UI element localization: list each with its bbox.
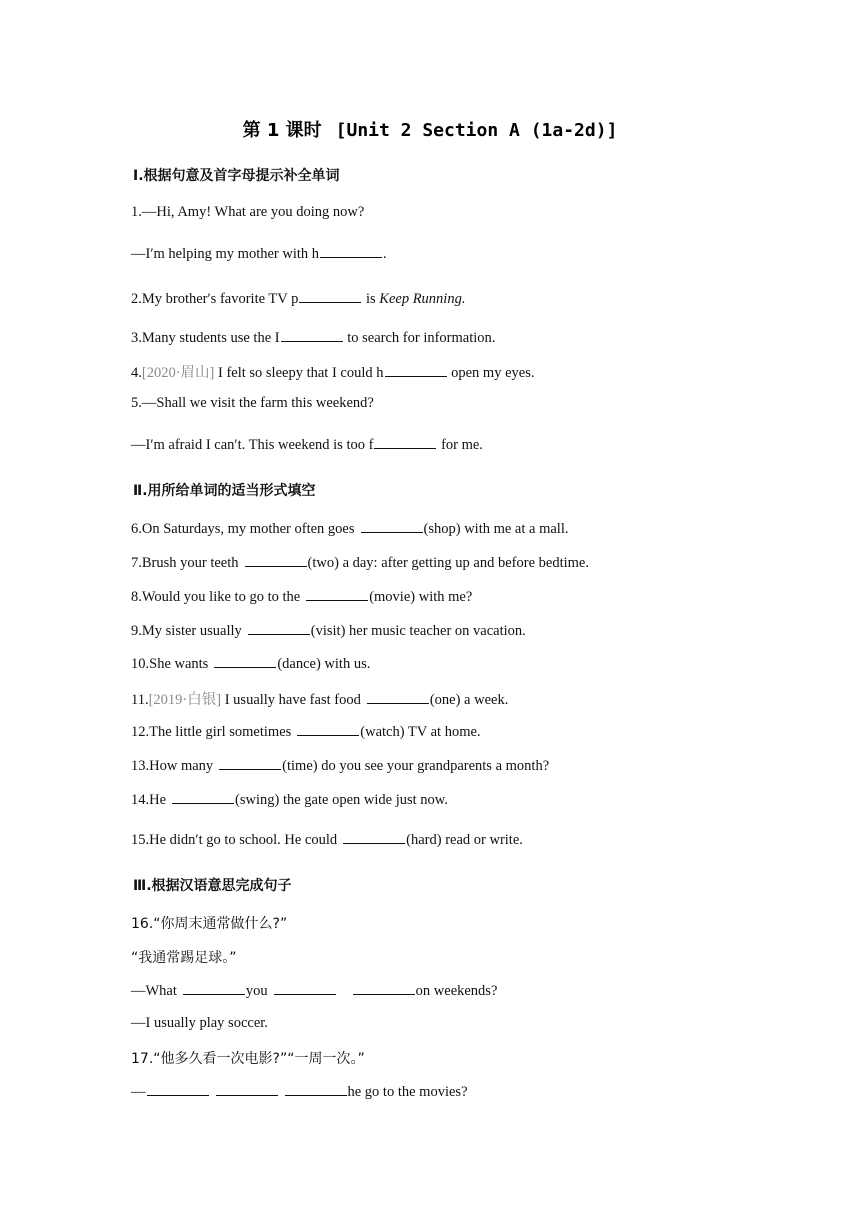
question-5b: —I′m afraid I can′t. This weekend is too f for me. (131, 437, 483, 453)
lesson-label: 第 1 课时 (242, 120, 322, 141)
question-12: 12.The little girl sometimes (watch) TV at home. (131, 724, 481, 740)
section-heading-2: Ⅱ.用所给单词的适当形式填空 (133, 483, 316, 499)
question-6: 6.On Saturdays, my mother often goes (shop) with me at a mall. (131, 521, 569, 537)
question-11: 11.[2019·白银] I usually have fast food (one) a week. (131, 692, 509, 708)
question-7: 7.Brush your teeth (two) a day: after getting up and before bedtime. (131, 555, 589, 571)
answer-blank[interactable] (285, 1082, 347, 1096)
unit-label: [Unit 2 Section A (1a-2d)] (335, 120, 618, 141)
question-13: 13.How many (time) do you see your grandparents a month? (131, 758, 550, 774)
question-5a: 5.—Shall we visit the farm this weekend? (131, 395, 374, 411)
section-heading-3: Ⅲ.根据汉语意思完成句子 (133, 878, 292, 894)
answer-blank[interactable] (374, 435, 436, 449)
question-16-chinese-1: 16.“你周末通常做什么?” (131, 916, 288, 932)
question-16-chinese-2: “我通常踢足球。” (131, 950, 237, 966)
answer-blank[interactable] (216, 1082, 278, 1096)
question-10: 10.She wants (dance) with us. (131, 656, 371, 672)
answer-blank[interactable] (297, 722, 359, 736)
question-8: 8.Would you like to go to the (movie) with me? (131, 589, 473, 605)
question-9: 9.My sister usually (visit) her music teacher on vacation. (131, 623, 526, 639)
page-title (0, 116, 860, 142)
answer-blank[interactable] (245, 553, 307, 567)
question-4: 4.[2020·眉山] I felt so sleepy that I could h open my eyes. (131, 365, 535, 381)
question-16-english-b: —I usually play soccer. (131, 1015, 268, 1031)
answer-blank[interactable] (281, 328, 343, 342)
answer-blank[interactable] (147, 1082, 209, 1096)
question-1a: 1.—Hi, Amy! What are you doing now? (131, 204, 365, 220)
source-tag: [2020·眉山] (141, 365, 215, 381)
answer-blank[interactable] (361, 519, 423, 533)
source-tag: [2019·白银] (148, 692, 222, 708)
answer-blank[interactable] (299, 289, 361, 303)
answer-blank[interactable] (274, 981, 336, 995)
question-2: 2.My brother′s favorite TV p is Keep Running. (131, 291, 466, 307)
answer-blank[interactable] (320, 244, 382, 258)
question-16-english-a: —What you on weekends? (131, 983, 498, 999)
question-1b: —I′m helping my mother with h . (131, 246, 387, 262)
answer-blank[interactable] (172, 790, 234, 804)
answer-blank[interactable] (219, 756, 281, 770)
question-15: 15.He didn′t go to school. He could (hard) read or write. (131, 832, 523, 848)
question-17-chinese: 17.“他多久看一次电影?”“一周一次。” (131, 1051, 365, 1067)
answer-blank[interactable] (353, 981, 415, 995)
answer-blank[interactable] (343, 830, 405, 844)
question-14: 14.He (swing) the gate open wide just now. (131, 792, 448, 808)
section-heading-1: Ⅰ.根据句意及首字母提示补全单词 (133, 168, 340, 184)
answer-blank[interactable] (214, 654, 276, 668)
question-17-english: — he go to the movies? (131, 1084, 468, 1100)
answer-blank[interactable] (306, 587, 368, 601)
question-3: 3.Many students use the I to search for information. (131, 330, 496, 346)
answer-blank[interactable] (385, 363, 447, 377)
answer-blank[interactable] (248, 621, 310, 635)
answer-blank[interactable] (183, 981, 245, 995)
answer-blank[interactable] (367, 690, 429, 704)
